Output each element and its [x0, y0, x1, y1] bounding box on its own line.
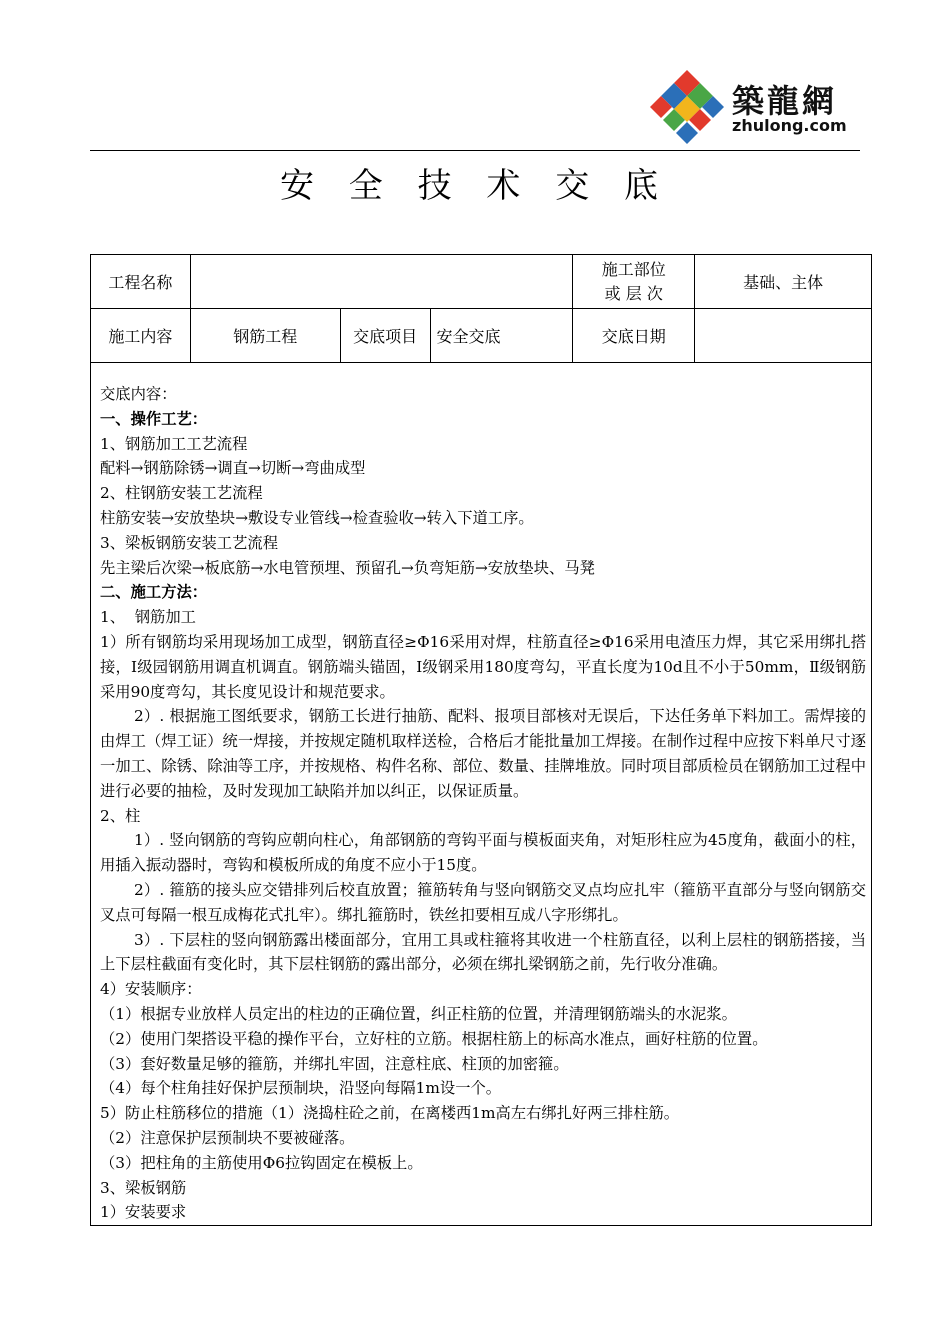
install-order-title: 4）安装顺序：	[100, 980, 202, 999]
info-row-2	[91, 309, 872, 363]
item-value: 安全交底	[430, 309, 573, 363]
install-order-step-1: （1）根据专业放样人员定出的柱边的正确位置，纠正柱筋的位置，并清理钢筋端头的水泥浆。	[100, 1004, 737, 1023]
method-1-paragraph-2: 2）. 根据施工图纸要求，钢筋工长进行抽筋、配料、报项目部核对无误后，下达任务单下料加工。需焊接的由焊工（焊工证）统一焊接，并按规定随机取样送检，合格后才能批量加工焊接。在制作过程中应按下料单尺寸逐一加工、除锈、除油等工序，并按规格、构件名称、部位、数量、挂牌堆放。同时项目部质检员在钢筋加工过程中进行必要的抽检，及时发现加工缺陷并加以纠正，以保证质量。	[100, 707, 866, 800]
process-item-3-flow: 先主梁后次梁→板底筋→水电管预埋、预留孔→负弯矩筋→安放垫块、马凳	[100, 558, 595, 577]
location-label-line-1: 施工部位	[601, 259, 666, 279]
method-2-paragraph-3: 3）. 下层柱的竖向钢筋露出楼面部分，宜用工具或柱箍将其收进一个柱筋直径，以利上层柱的钢筋搭接，当上下层柱截面有变化时，其下层柱钢筋的露出部分，必须在绑扎梁钢筋之前，先行收分准确。	[100, 930, 866, 974]
location-label-line-2: 或 层 次	[604, 283, 663, 303]
method-3-title: 3、梁板钢筋	[100, 1178, 187, 1197]
zhulong-logo	[648, 68, 863, 146]
section-heading-methods: 二、施工方法：	[100, 583, 208, 602]
displacement-measure-3: （3）把柱角的主筋使用Φ6拉钩固定在模板上。	[100, 1153, 423, 1172]
location-label	[573, 255, 695, 309]
project-name-value	[190, 255, 572, 309]
method-1-title: 1、 钢筋加工	[100, 608, 196, 627]
zhulong-logo-mark-icon	[648, 68, 726, 146]
logo-name-cn: 築龍網	[732, 82, 838, 120]
process-item-2-title: 2、柱钢筋安装工艺流程	[100, 484, 263, 503]
process-item-2-flow: 柱筋安装→安放垫块→敷设专业管线→检查验收→转入下道工序。	[100, 508, 534, 527]
displacement-measures: 5）防止柱筋移位的措施（1）浇捣柱砼之前，在离楼西1m高左右绑扎好两三排柱筋。	[100, 1104, 680, 1123]
date-label: 交底日期	[573, 309, 695, 363]
section-heading-process: 一、操作工艺：	[100, 409, 208, 428]
process-item-3-title: 3、梁板钢筋安装工艺流程	[100, 533, 278, 552]
content-heading: 交底内容：	[100, 385, 177, 403]
content-label: 施工内容	[91, 309, 191, 363]
info-row-1	[91, 255, 872, 309]
install-order-step-2: （2）使用门架搭设平稳的操作平台，立好柱的立筋。根据柱筋上的标高水准点，画好柱筋的位置。	[100, 1029, 768, 1048]
item-label: 交底项目	[340, 309, 430, 363]
method-3-subtitle: 1）安装要求	[100, 1203, 187, 1222]
process-item-1-flow: 配料→钢筋除锈→调直→切断→弯曲成型	[100, 459, 366, 478]
date-value	[695, 309, 872, 363]
method-2-paragraph-2: 2）. 箍筋的接头应交错排列后校直放置；箍筋转角与竖向钢筋交叉点均应扎牢（箍筋平直部分与竖向钢筋交叉点可每隔一根互成梅花式扎牢）。绑扎箍筋时，铁丝扣要相互成八字形绑扎。	[100, 880, 866, 924]
install-order-step-3: （3）套好数量足够的箍筋，并绑扎牢固，注意柱底、柱顶的加密箍。	[100, 1054, 569, 1073]
displacement-measure-2: （2）注意保护层预制块不要被碰落。	[100, 1128, 355, 1147]
logo-domain: zhulong.com	[732, 116, 847, 135]
info-table	[90, 254, 872, 363]
method-1-paragraph-1: 1）所有钢筋均采用现场加工成型，钢筋直径≥Φ16采用对焊，柱筋直径≥Φ16采用电渣压力焊，其它采用绑扎搭接，Ⅰ级园钢筋用调直机调直。钢筋端头锚固，Ⅰ级钢采用180度弯勾，平直长度为10d且不小于50mm，Ⅱ级钢筋采用90度弯勾，其长度见设计和规范要求。	[100, 632, 866, 701]
disclosure-content	[100, 382, 866, 1225]
process-item-1-title: 1、钢筋加工工艺流程	[100, 434, 248, 453]
location-value: 基础、主体	[695, 255, 872, 309]
content-value: 钢筋工程	[190, 309, 340, 363]
method-2-paragraph-1: 1）. 竖向钢筋的弯钩应朝向柱心，角部钢筋的弯钩平面与模板面夹角，对矩形柱应为45度角，截面小的柱，用插入振动器时，弯钩和模板所成的角度不应小于15度。	[100, 831, 866, 875]
document-title: 安 全 技 术 交 底	[279, 166, 671, 206]
header-rule	[90, 150, 860, 151]
install-order-step-4: （4）每个柱角挂好保护层预制块，沿竖向每隔1m设一个。	[100, 1079, 502, 1098]
project-name-label: 工程名称	[91, 255, 191, 309]
method-2-title: 2、柱	[100, 806, 141, 825]
